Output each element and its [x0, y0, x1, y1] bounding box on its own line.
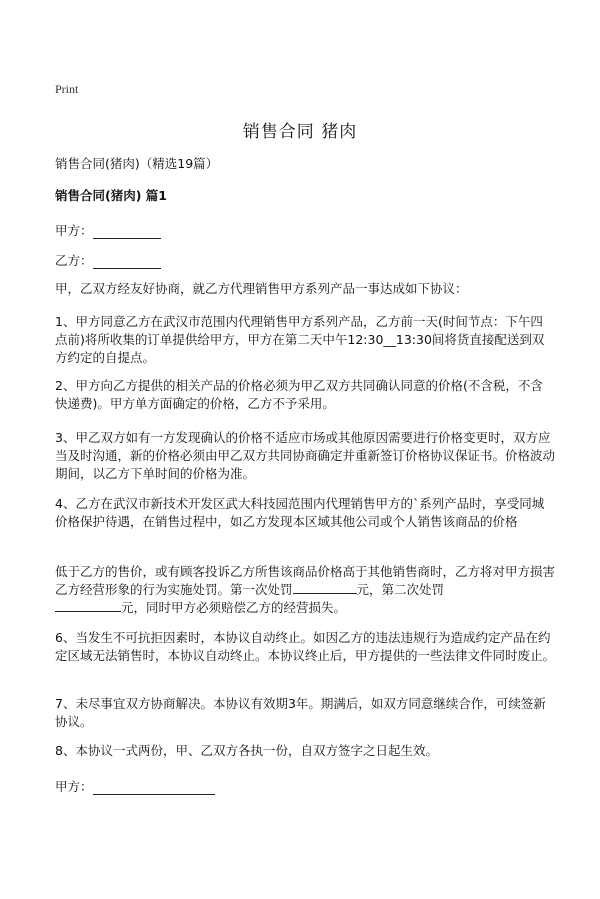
document-subtitle: 销售合同(猪肉)（精选19篇）	[55, 156, 219, 171]
signature-label: 甲方：	[55, 779, 93, 794]
party-a-label: 甲方：	[55, 223, 93, 238]
party-a-field	[55, 221, 161, 239]
clause-4b-text-2: 元，第二次处罚	[356, 582, 445, 597]
clause-8: 8、本协议一式两份，甲、乙双方各执一份，自双方签字之日起生效。	[55, 743, 438, 758]
signature-field	[55, 777, 215, 795]
party-b-blank	[93, 256, 161, 269]
clause-7: 7、未尽事宜双方协商解决。本协议有效期3年。期满后，如双方同意继续合作，可续签新协议。	[55, 696, 546, 729]
document-title: 销售合同 猪肉	[242, 122, 358, 142]
party-a-blank	[93, 226, 161, 239]
print-label[interactable]: Print	[55, 82, 79, 96]
clause-4b-text-3: 元，同时甲方必须赔偿乙方的经营损失。	[121, 600, 347, 615]
clause-1: 1、甲方同意乙方在武汉市范围内代理销售甲方系列产品，乙方前一天(时间节点：下午四点前)将所收集的订单提供给甲方，甲方在第二天中午12:30__13:30间将货直接配送到双方约定的自提点。	[55, 314, 545, 365]
clause-4-continued	[55, 563, 555, 617]
intro-paragraph: 甲，乙双方经友好协商，就乙方代理销售甲方系列产品一事达成如下协议：	[55, 281, 468, 296]
clause-6: 6、当发生不可抗拒因素时，本协议自动终止。如因乙方的违法违规行为造成约定产品在约定区域无法销售时，本协议自动终止。本协议终止后，甲方提供的一些法律文件同时废止。	[55, 630, 556, 663]
party-b-label: 乙方：	[55, 253, 93, 268]
clause-4: 4、乙方在武汉市新技术开发区武大科技园范围内代理销售甲方的`系列产品时，享受同城价格保护待遇，在销售过程中，如乙方发现本区域其他公司或个人销售该商品的价格	[55, 496, 545, 529]
signature-blank	[93, 782, 215, 795]
party-b-field	[55, 251, 161, 269]
section-heading: 销售合同(猪肉) 篇1	[55, 188, 167, 203]
clause-2: 2、甲方向乙方提供的相关产品的价格必须为甲乙双方共同确认同意的价格(不含税，不含快递费)。甲方单方面确定的价格，乙方不予采用。	[55, 378, 543, 411]
penalty-2-blank	[55, 599, 121, 612]
clause-3: 3、甲乙双方如有一方发现确认的价格不适应市场或其他原因需要进行价格变更时，双方应当及时沟通，新的价格必须由甲乙双方共同协商确定并重新签订价格协议保证书。价格波动期间，以乙方下单时间的价格为准。	[55, 430, 556, 481]
penalty-1-blank	[293, 581, 357, 594]
clause-4b-text-1: 低于乙方的售价，或有顾客投诉乙方所售该商品价格高于其他销售商时，乙方将对甲方损害乙方经营形象的行为实施处罚。第一次处罚	[55, 564, 556, 597]
